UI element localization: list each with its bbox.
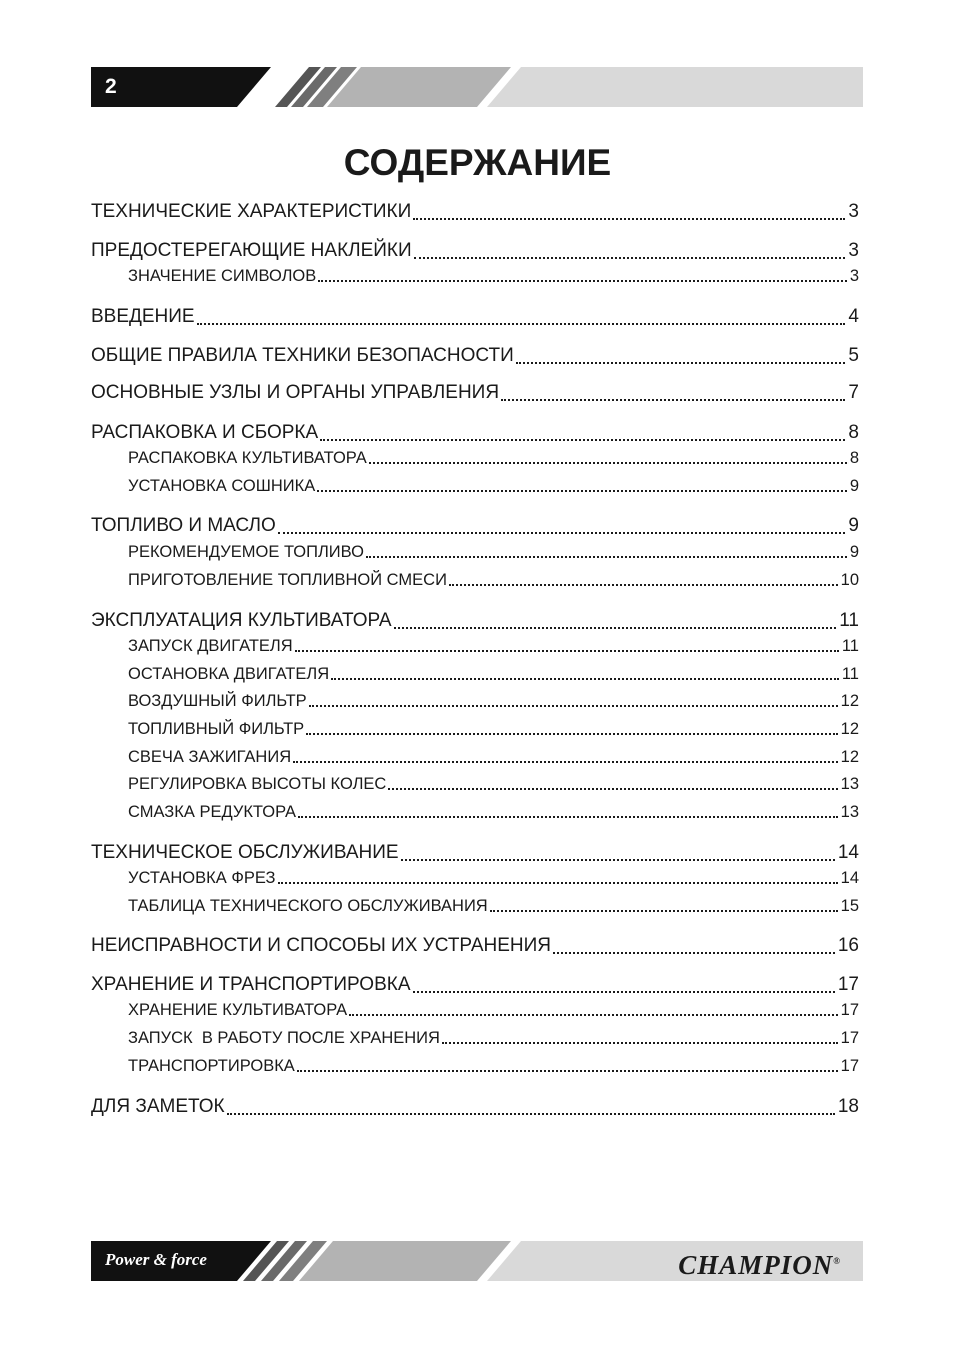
toc-page-number: 18 [837, 1096, 859, 1117]
toc-entry [91, 1094, 859, 1120]
toc-entry-title: ТОПЛИВО И МАСЛО [91, 515, 276, 536]
toc-entry-title: ВОЗДУШНЫЙ ФИЛЬТР [128, 692, 307, 710]
toc-entry-title: РАСПАКОВКА И СБОРКА [91, 422, 319, 443]
toc-subentry [91, 801, 859, 823]
toc-entry-title: ПРИГОТОВЛЕНИЕ ТОПЛИВНОЙ СМЕСИ [128, 571, 447, 589]
toc-entry [91, 420, 859, 446]
toc-entry [91, 972, 859, 998]
toc-leader-dots [449, 583, 838, 586]
toc-subentry [91, 746, 859, 768]
toc-leader-dots [401, 858, 835, 861]
toc-leader-dots [306, 732, 837, 735]
toc-entry-title: СМАЗКА РЕДУКТОРА [128, 803, 297, 821]
toc-entry-title: ЗАПУСК ДВИГАТЕЛЯ [128, 637, 293, 655]
toc-subentry [91, 999, 859, 1021]
toc-entry-title: ЗАПУСК В РАБОТУ ПОСЛЕ ХРАНЕНИЯ [128, 1029, 440, 1047]
brand-text: CHAMPION [678, 1250, 834, 1280]
header-band [91, 67, 863, 107]
toc-page-number: 14 [840, 869, 859, 887]
toc-subentry [91, 541, 859, 563]
toc-subentry [91, 265, 859, 287]
toc-subentry [91, 718, 859, 740]
toc-subentry [91, 569, 859, 591]
toc-entry-title: УСТАНОВКА СОШНИКА [128, 477, 316, 495]
toc-subentry [91, 1027, 859, 1049]
toc-entry-title: ТРАНСПОРТИРОВКА [128, 1057, 295, 1075]
toc-leader-dots [490, 909, 838, 912]
header-stripes [91, 67, 863, 107]
toc-leader-dots [297, 1069, 838, 1072]
toc-leader-dots [278, 881, 838, 884]
toc-entry [91, 343, 859, 369]
toc-leader-dots [366, 555, 847, 558]
toc-page-number: 11 [841, 637, 859, 655]
toc-leader-dots [295, 649, 839, 652]
toc-subentry [91, 867, 859, 889]
toc-entry [91, 513, 859, 539]
toc-leader-dots [309, 704, 838, 707]
slogan: Power & force [105, 1250, 207, 1269]
toc-page-number: 3 [848, 240, 859, 261]
toc-leader-dots [349, 1013, 838, 1016]
toc-entry-title: ВВЕДЕНИЕ [91, 306, 195, 327]
toc-page-number: 8 [849, 449, 859, 467]
toc-page-number: 12 [840, 720, 859, 738]
toc-entry-title: ТЕХНИЧЕСКОЕ ОБСЛУЖИВАНИЕ [91, 842, 399, 863]
toc-entry-title: НЕИСПРАВНОСТИ И СПОСОБЫ ИХ УСТРАНЕНИЯ [91, 935, 551, 956]
toc-entry-title: ОСТАНОВКА ДВИГАТЕЛЯ [128, 665, 330, 683]
toc-subentry [91, 635, 859, 657]
toc-entry-title: РАСПАКОВКА КУЛЬТИВАТОРА [128, 449, 367, 467]
toc-subentry [91, 773, 859, 795]
toc-page-number: 12 [840, 692, 859, 710]
toc-entry-title: СВЕЧА ЗАЖИГАНИЯ [128, 748, 292, 766]
toc-leader-dots [414, 256, 846, 259]
toc-entry-title: ЭКСПЛУАТАЦИЯ КУЛЬТИВАТОРА [91, 610, 392, 631]
toc-entry [91, 304, 859, 330]
toc-page-number: 12 [840, 748, 859, 766]
toc-page-number: 10 [840, 571, 859, 589]
toc-page-number: 13 [840, 775, 859, 793]
toc-page-number: 7 [848, 382, 859, 403]
toc-entry-title: ЗНАЧЕНИЕ СИМВОЛОВ [128, 267, 317, 285]
toc-entry-title: ТАБЛИЦА ТЕХНИЧЕСКОГО ОБСЛУЖИВАНИЯ [128, 897, 488, 915]
toc-entry-title: ОБЩИЕ ПРАВИЛА ТЕХНИКИ БЕЗОПАСНОСТИ [91, 345, 514, 366]
toc-page-number: 16 [837, 935, 859, 956]
toc-page-number: 9 [849, 477, 859, 495]
toc-entry [91, 933, 859, 959]
toc-leader-dots [388, 787, 837, 790]
toc-leader-dots [298, 815, 838, 818]
toc-page-number: 17 [837, 974, 859, 995]
toc-subentry [91, 895, 859, 917]
toc-leader-dots [369, 461, 847, 464]
toc-leader-dots [320, 438, 845, 441]
registered-mark: ® [833, 1256, 841, 1266]
toc-entry [91, 840, 859, 866]
toc-leader-dots [317, 489, 847, 492]
toc-entry [91, 380, 859, 406]
toc-entry [91, 199, 859, 225]
toc-page-number: 9 [848, 515, 859, 536]
toc-leader-dots [442, 1041, 838, 1044]
toc-subentry [91, 663, 859, 685]
toc-entry-title: УСТАНОВКА ФРЕЗ [128, 869, 276, 887]
toc-leader-dots [501, 398, 845, 401]
toc-entry-title: ОСНОВНЫЕ УЗЛЫ И ОРГАНЫ УПРАВЛЕНИЯ [91, 382, 500, 403]
toc-subentry [91, 475, 859, 497]
toc-subentry [91, 690, 859, 712]
footer-band [91, 1241, 863, 1281]
toc-entry [91, 608, 859, 634]
toc-leader-dots [197, 322, 846, 325]
toc-entry-title: ТЕХНИЧЕСКИЕ ХАРАКТЕРИСТИКИ [91, 201, 412, 222]
toc-entry-title: ХРАНЕНИЕ КУЛЬТИВАТОРА [128, 1001, 348, 1019]
champion-logo [678, 1245, 841, 1281]
toc-page-number: 14 [837, 842, 859, 863]
toc-page-number: 3 [849, 267, 859, 285]
toc-leader-dots [318, 279, 847, 282]
toc-page-number: 9 [849, 543, 859, 561]
toc-page-number: 13 [840, 803, 859, 821]
toc-leader-dots [553, 951, 835, 954]
toc-entry-title: РЕКОМЕНДУЕМОЕ ТОПЛИВО [128, 543, 364, 561]
toc-entry-title: ПРЕДОСТЕРЕГАЮЩИЕ НАКЛЕЙКИ [91, 240, 412, 261]
toc-leader-dots [227, 1112, 835, 1115]
toc-page-number: 11 [841, 665, 859, 683]
toc-page-number: 11 [839, 610, 859, 631]
toc-subentry [91, 1055, 859, 1077]
toc-entry [91, 238, 859, 264]
toc-entry-title: ДЛЯ ЗАМЕТОК [91, 1096, 225, 1117]
toc-page-number: 5 [848, 345, 859, 366]
toc-entry-title: РЕГУЛИРОВКА ВЫСОТЫ КОЛЕС [128, 775, 387, 793]
page-number: 2 [105, 75, 117, 98]
page-title: СОДЕРЖАНИЕ [343, 142, 612, 183]
toc-page-number: 4 [848, 306, 859, 327]
toc-leader-dots [278, 531, 846, 534]
toc-leader-dots [516, 361, 846, 364]
toc-subentry [91, 447, 859, 469]
toc-leader-dots [413, 217, 845, 220]
toc-entry-title: ХРАНЕНИЕ И ТРАНСПОРТИРОВКА [91, 974, 411, 995]
toc-page-number: 17 [840, 1029, 859, 1047]
toc-entry-title: ТОПЛИВНЫЙ ФИЛЬТР [128, 720, 305, 738]
toc-leader-dots [413, 990, 835, 993]
toc-page-number: 8 [848, 422, 859, 443]
toc-page-number: 3 [848, 201, 859, 222]
toc-page-number: 15 [840, 897, 859, 915]
toc-leader-dots [394, 626, 837, 629]
toc-page-number: 17 [840, 1057, 859, 1075]
toc-page-number: 17 [840, 1001, 859, 1019]
toc-leader-dots [293, 760, 838, 763]
toc-leader-dots [331, 677, 839, 680]
